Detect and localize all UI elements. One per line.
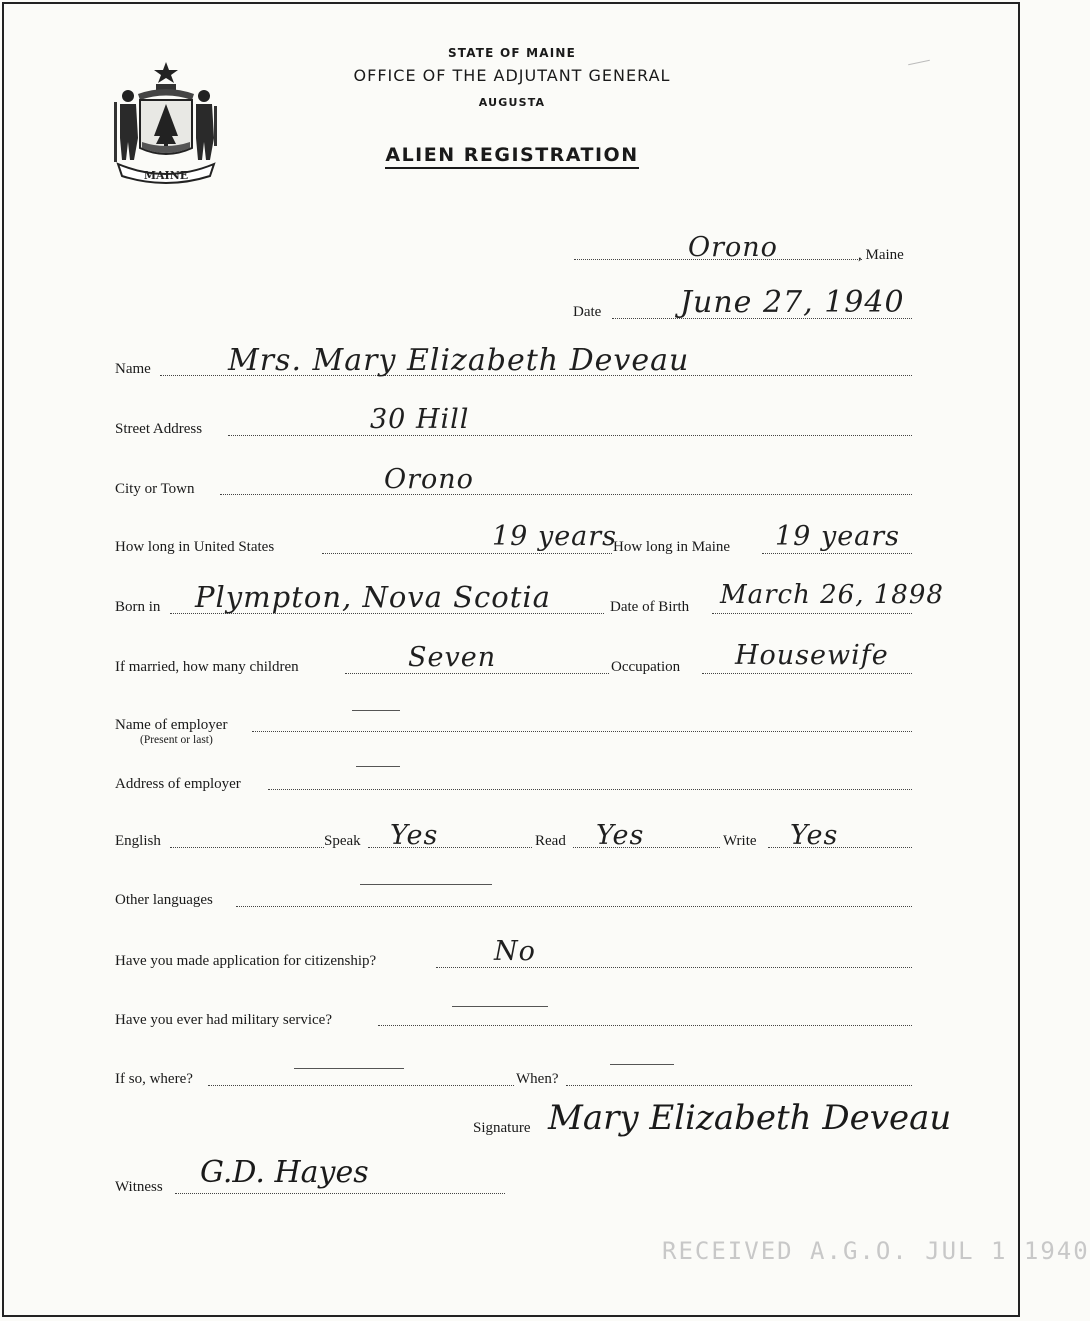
military-line: [378, 1025, 912, 1026]
how-long-maine-line: [762, 553, 912, 554]
how-long-us-value: 19 years: [492, 521, 618, 552]
other-languages-label: Other languages: [115, 892, 213, 908]
children-line: [345, 673, 609, 674]
place-value: Orono: [688, 232, 778, 263]
city-label: City or Town: [115, 481, 195, 497]
citizenship-line: [436, 967, 912, 968]
witness-line: [175, 1193, 505, 1194]
occupation-label: Occupation: [611, 659, 681, 675]
other-languages-line: [236, 906, 912, 907]
witness-signature: G.D. Hayes: [200, 1155, 369, 1190]
street-line: [228, 435, 912, 436]
city-line: [220, 494, 912, 495]
street-value: 30 Hill: [370, 404, 470, 435]
employer-note: (Present or last): [140, 734, 213, 746]
citizenship-value: No: [494, 936, 536, 967]
date-value: June 27, 1940: [680, 285, 905, 320]
speak-label: Speak: [324, 833, 361, 849]
street-label: Street Address: [115, 421, 203, 437]
employer-address-line: [268, 789, 912, 790]
how-long-maine-value: 19 years: [775, 521, 901, 552]
svg-text:MAINE: MAINE: [143, 169, 189, 182]
citizenship-label: Have you made application for citizenship?: [115, 953, 377, 969]
how-long-maine-label: How long in Maine: [613, 539, 731, 555]
read-label: Read: [535, 833, 566, 849]
employer-address-dash: [356, 766, 400, 767]
born-in-value: Plympton, Nova Scotia: [195, 580, 551, 614]
state-heading: STATE OF MAINE: [447, 46, 577, 60]
where-label: If so, where?: [115, 1071, 193, 1087]
maine-label: , Maine: [858, 247, 904, 263]
city-heading: AUGUSTA: [478, 96, 546, 109]
read-value: Yes: [596, 820, 645, 851]
when-line: [566, 1085, 912, 1086]
where-line: [208, 1085, 514, 1086]
write-label: Write: [723, 833, 757, 849]
born-in-label: Born in: [115, 599, 161, 615]
employer-address-label: Address of employer: [115, 776, 241, 792]
dob-label: Date of Birth: [610, 599, 690, 615]
children-label: If married, how many children: [115, 659, 299, 675]
dob-value: March 26, 1898: [720, 580, 944, 610]
occupation-line: [702, 673, 912, 674]
where-dash: [294, 1068, 404, 1069]
employer-name-line: [252, 731, 912, 732]
how-long-us-label: How long in United States: [115, 539, 275, 555]
date-label: Date: [573, 304, 602, 320]
write-value: Yes: [790, 820, 839, 851]
dob-line: [712, 613, 912, 614]
witness-label: Witness: [115, 1179, 163, 1195]
how-long-us-line: [322, 553, 612, 554]
english-line: [170, 847, 324, 848]
form-title: ALIEN REGISTRATION: [0, 144, 1024, 166]
received-stamp: RECEIVED A.G.O. JUL 1 1940: [662, 1237, 1090, 1265]
city-value: Orono: [384, 464, 474, 495]
signature-label: Signature: [473, 1120, 531, 1136]
office-heading: OFFICE OF THE ADJUTANT GENERAL: [353, 66, 671, 85]
when-label: When?: [516, 1071, 559, 1087]
employer-name-dash: [352, 710, 400, 711]
name-label: Name: [115, 361, 151, 377]
other-languages-dash: [360, 884, 492, 885]
when-dash: [610, 1064, 674, 1065]
military-label: Have you ever had military service?: [115, 1012, 332, 1028]
english-label: English: [115, 833, 161, 849]
military-dash: [452, 1006, 548, 1007]
employer-name-label: Name of employer: [115, 717, 228, 733]
occupation-value: Housewife: [735, 640, 889, 671]
speak-value: Yes: [390, 820, 439, 851]
applicant-signature: Mary Elizabeth Deveau: [548, 1098, 952, 1138]
name-value: Mrs. Mary Elizabeth Deveau: [228, 343, 690, 378]
children-value: Seven: [408, 642, 497, 673]
